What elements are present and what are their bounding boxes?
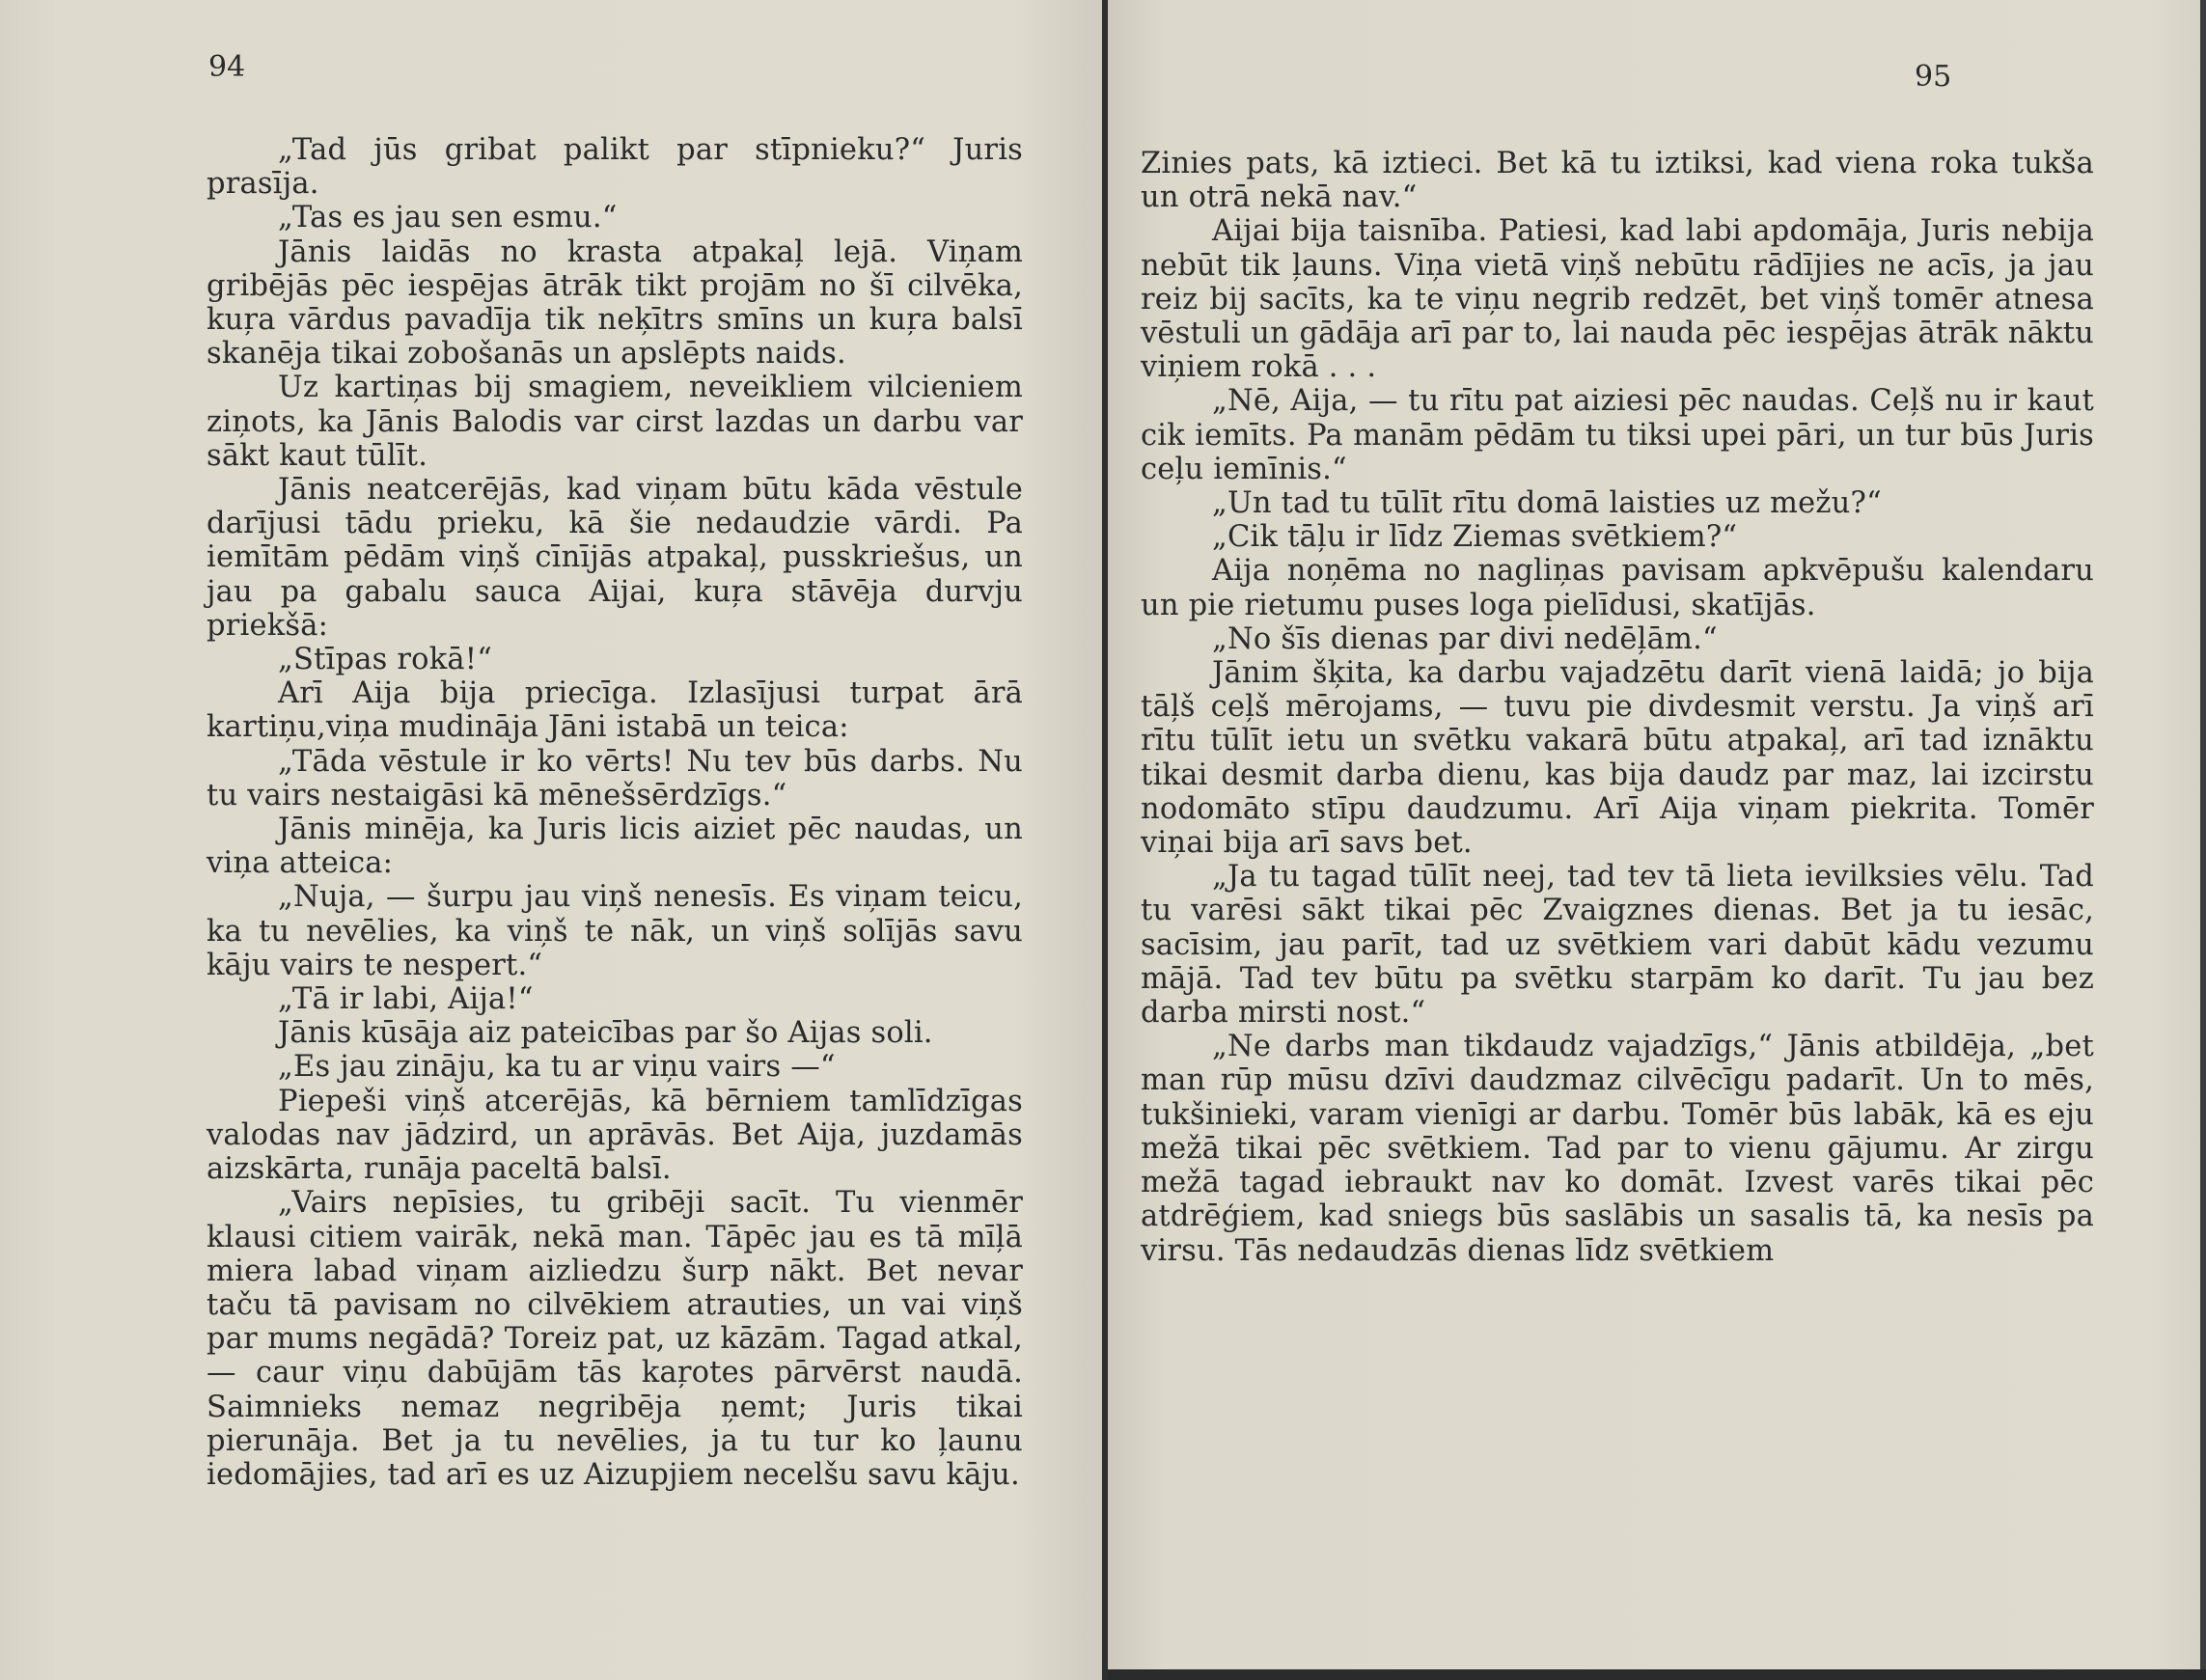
- paragraph: „Tas es jau sen esmu.“: [278, 201, 618, 235]
- paragraph: Jānis laidās no krasta atpakaļ lejā. Viņam gribējās pēc iespējas ātrāk tikt projām no šī cilvēka, kuŗa vārdus pavadīja tik neķītrs smīns un kuŗa balsī skanēja tikai zobošanās un apslēpts naids.: [207, 234, 1023, 372]
- paragraph: „Nuja, — šurpu jau viņš nenesīs. Es viņam teicu, ka tu nevēlies, ka viņš te nāk, un viņš solījās savu kāju vairs te nespert.“: [207, 880, 1023, 982]
- paragraph: „Tad jūs gribat palikt par stīpnieku?“ Juris prasīja.: [207, 133, 1023, 202]
- paragraph: Zinies pats, kā iztieci. Bet kā tu iztiksi, kad viena roka tukša un otrā nekā nav.“: [1141, 147, 2094, 215]
- paragraph: „Cik tāļu ir līdz Ziemas svētkiem?“: [1212, 520, 1738, 555]
- paragraph: „Tā ir labi, Aija!“: [278, 982, 534, 1017]
- paragraph: „Es jau zināju, ka tu ar viņu vairs —“: [278, 1050, 836, 1085]
- paragraph: Piepeši viņš atcerējās, kā bērniem tamlīdzīgas valodas nav jādzird, un aprāvās. Bet Aija, juzdamās aizskārta, runāja paceltā balsī.: [207, 1084, 1023, 1187]
- paragraph: Aija noņēma no nagliņas pavisam apkvēpušu kalendaru un pie rietumu puses loga pielīdusi, skatījās.: [1141, 554, 2094, 622]
- paragraph: Arī Aija bija priecīga. Izlasījusi turpat ārā kartiņu,viņa mudināja Jāni istabā un teica:: [207, 676, 1023, 745]
- page-number-right: 95: [1915, 60, 1952, 94]
- paragraph: „Stīpas rokā!“: [278, 643, 493, 677]
- paragraph: Uz kartiņas bij smagiem, neveikliem vilcieniem ziņots, ka Jānis Balodis var cirst lazdas un darbu var sākt kaut tūlīt.: [207, 371, 1023, 473]
- left-page: [0, 0, 1102, 1680]
- paragraph: „Vairs nepīsies, tu gribēji sacīt. Tu vienmēr klausi citiem vairāk, nekā man. Tāpēc jau es tā mīļā miera labad viņam aizliedzu šurp nākt. Bet nevar taču tā pavisam no cilvēkiem atrauties, un vai viņš par mums negādā? Toreiz pat, uz kāzām. Tagad atkal, — caur viņu dabūjām tās kaŗotes pārvērst naudā. Saimnieks nemaz negribēja ņemt; Juris tikai pierunāja. Bet ja tu nevēlies, ja tu tur ko ļaunu iedomājies, tad arī es uz Aizupjiem necelšu savu kāju.: [207, 1186, 1023, 1492]
- scan-edge: [1108, 1669, 2206, 1680]
- right-page: [1108, 0, 2200, 1669]
- page-number-left: 94: [208, 50, 246, 84]
- paragraph: Aijai bija taisnība. Patiesi, kad labi apdomāja, Juris nebija nebūt tik ļauns. Viņa vietā viņš nebūtu rādījies ne acīs, ja jau reiz bij sacīts, ka te viņu negrib redzēt, bet viņš tomēr atnesa vēstuli un gādāja arī par to, lai nauda pēc iespējas ātrāk nāktu viņiem rokā . . .: [1141, 214, 2094, 385]
- paragraph: Jānis minēja, ka Juris licis aiziet pēc naudas, un viņa atteica:: [207, 812, 1023, 881]
- paragraph: „Nē, Aija, — tu rītu pat aiziesi pēc naudas. Ceļš nu ir kaut cik iemīts. Pa manām pēdām tu tiksi upei pāri, un tur būs Juris ceļu iemīnis.“: [1141, 384, 2094, 486]
- paragraph: „Ja tu tagad tūlīt neej, tad tev tā lieta ievilksies vēlu. Tad tu varēsi sākt tikai pēc Zvaigznes dienas. Bet ja tu iesāc, sacīsim, jau parīt, tad uz svētkiem vari dabūt kādu vezumu mājā. Tad tev būtu pa svētku starpām ko darīt. Tu jau bez darba mirsti nost.“: [1141, 860, 2094, 1031]
- paragraph: Jānis kūsāja aiz pateicības par šo Aijas soli.: [278, 1016, 933, 1051]
- paragraph: „Un tad tu tūlīt rītu domā laisties uz mežu?“: [1212, 486, 1882, 521]
- paragraph: „Ne darbs man tikdaudz vajadzīgs,“ Jānis atbildēja, „bet man rūp mūsu dzīvi daudzmaz cilvēcīgu padarīt. Un to mēs, tukšinieki, varam vienīgi ar darbu. Tomēr būs labāk, kā es eju mežā tikai pēc svētkiem. Tad par to vienu gājumu. Ar zirgu mežā tagad iebraukt nav ko domāt. Izvest varēs tikai pēc atdrēģiem, kad sniegs būs saslābis un sasalis tā, ka nesīs pa virsu. Tās nedaudzās dienas līdz svētkiem: [1141, 1030, 2094, 1268]
- left-page-text: [207, 133, 1023, 1492]
- right-page-text: [1141, 147, 2094, 1268]
- paragraph: Jānim šķita, ka darbu vajadzētu darīt vienā laidā; jo bija tāļš ceļš mērojams, — tuvu pie divdesmit verstu. Ja viņš arī rītu tūlīt ietu un svētku vakarā būtu atpakaļ, arī tad iznāktu tikai desmit darba dienu, kas bija daudz par maz, lai izcirstu nodomāto stīpu daudzumu. Arī Aija viņam piekrita. Tomēr viņai bija arī savs bet.: [1141, 656, 2094, 861]
- paragraph: „No šīs dienas par divi nedēļām.“: [1212, 621, 1718, 656]
- paragraph: Jānis neatcerējās, kad viņam būtu kāda vēstule darījusi tādu prieku, kā šie nedaudzie vārdi. Pa iemītām pēdām viņš cīnījās atpakaļ, pusskriešus, un jau pa gabalu sauca Aijai, kuŗa stāvēja durvju priekšā:: [207, 473, 1023, 643]
- paragraph: „Tāda vēstule ir ko vērts! Nu tev būs darbs. Nu tu vairs nestaigāsi kā mēnešsērdzīgs.“: [207, 744, 1023, 812]
